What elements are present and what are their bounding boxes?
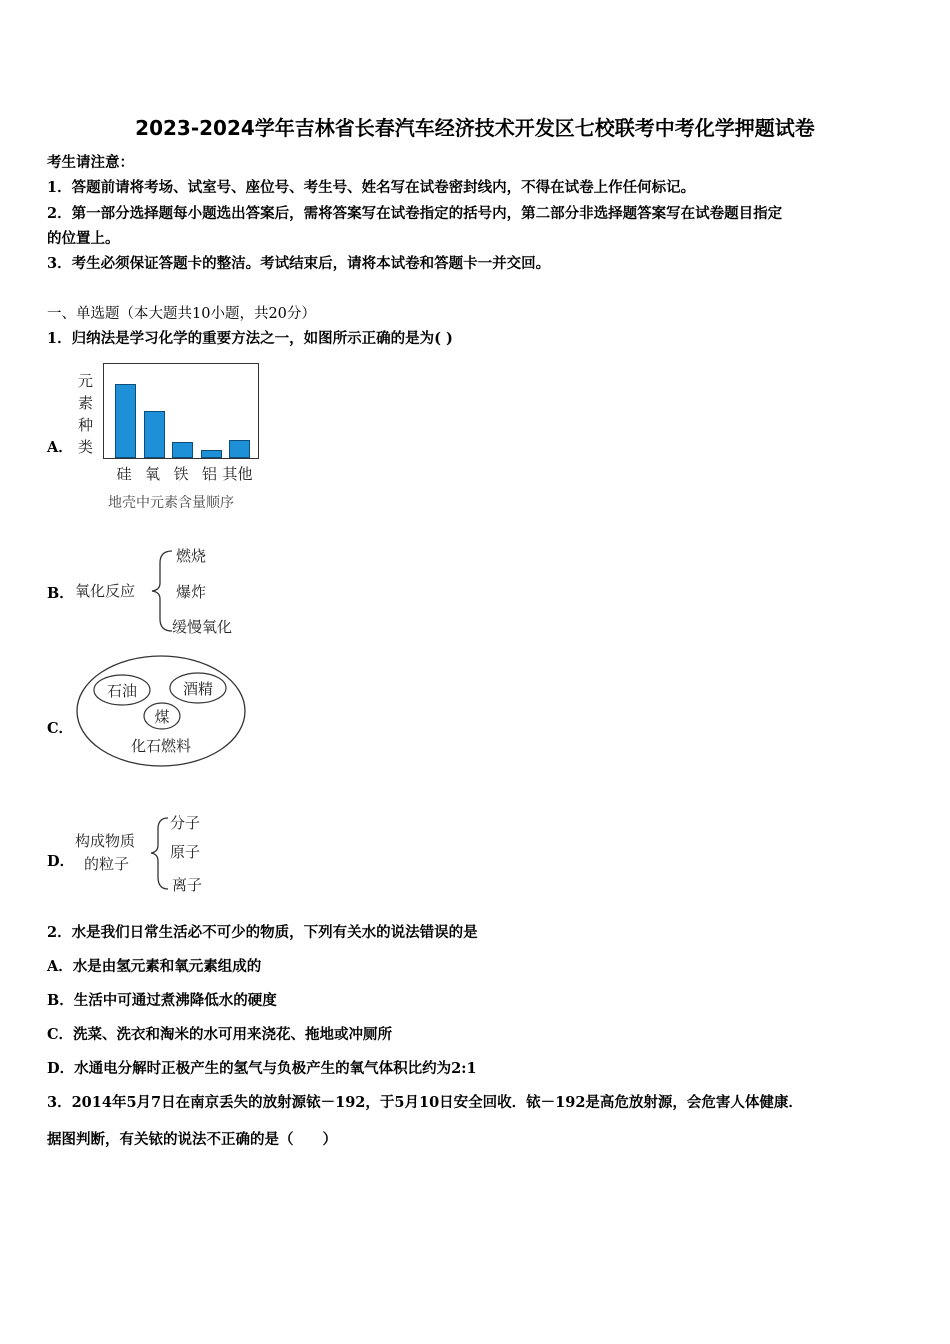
d-root-line-2: 的粒子 xyxy=(84,855,130,873)
ylabel-char: 类 xyxy=(78,438,94,456)
chart-bar-1 xyxy=(115,384,136,458)
b-root: 氧化反应 xyxy=(75,582,136,600)
c-diagram xyxy=(75,652,250,772)
b-branch-2: 爆炸 xyxy=(176,583,207,601)
notice-heading: 考生请注意： xyxy=(47,154,134,171)
c-outer-label: 化石燃料 xyxy=(130,737,192,755)
q1-option-b-label: B． xyxy=(47,585,74,602)
b-branch-3: 缓慢氧化 xyxy=(172,618,233,636)
chart-bar-5 xyxy=(229,440,250,458)
d-branch-3: 离子 xyxy=(172,876,203,894)
chart-bar-2 xyxy=(144,411,165,458)
chart-x-axis xyxy=(103,463,263,483)
b-branch-1: 燃烧 xyxy=(176,547,207,565)
notice-item-1: 1．答题前请将考场、试室号、座位号、考生号、姓名写在试卷密封线内，不得在试卷上作任何标记。 xyxy=(47,179,696,196)
q2-option-b: B．生活中可通过煮沸降低水的硬度 xyxy=(47,992,277,1009)
c-inner-2: 酒精 xyxy=(182,680,214,698)
d-root-line-1: 构成物质 xyxy=(75,832,136,850)
ylabel-char: 种 xyxy=(78,416,94,434)
d-branch-2: 原子 xyxy=(170,843,201,861)
chart-ylabel xyxy=(78,370,96,458)
q1-stem: 1．归纳法是学习化学的重要方法之一，如图所示正确的是为( ) xyxy=(47,330,453,347)
c-inner-3: 煤 xyxy=(154,708,170,726)
q3-line-1: 3．2014年5月7日在南京丢失的放射源铱－192，于5月10日安全回收．铱－192是高危放射源，会危害人体健康． xyxy=(47,1094,803,1111)
d-branch-1: 分子 xyxy=(170,814,201,832)
q1-option-c-label: C． xyxy=(47,720,74,737)
chart-tick-label: 氧 xyxy=(145,465,161,483)
c-inner-1: 石油 xyxy=(106,682,138,700)
q2-stem: 2．水是我们日常生活必不可少的物质，下列有关水的说法错误的是 xyxy=(47,924,478,941)
section-heading: 一、单选题（本大题共10小题，共20分） xyxy=(47,306,316,322)
notice-item-2-cont: 的位置上。 xyxy=(47,230,120,247)
chart-tick-label: 铁 xyxy=(173,465,189,483)
q1-option-d-label: D． xyxy=(47,853,75,870)
q2-option-c: C．洗菜、洗衣和淘米的水可用来浇花、拖地或冲厕所 xyxy=(47,1026,393,1043)
notice-item-3: 3．考生必须保证答题卡的整洁。考试结束后，请将本试卷和答题卡一并交回。 xyxy=(47,255,551,272)
ylabel-char: 元 xyxy=(78,372,94,390)
q2-option-a: A．水是由氢元素和氧元素组成的 xyxy=(47,958,262,975)
q2-option-d: D．水通电分解时正极产生的氢气与负极产生的氧气体积比约为2:1 xyxy=(47,1060,477,1077)
chart-title: 地壳中元素含量顺序 xyxy=(108,495,234,511)
chart-tick-label: 其他 xyxy=(222,465,253,483)
page-title: 2023-2024学年吉林省长春汽车经济技术开发区七校联考中考化学押题试卷 xyxy=(135,116,815,140)
chart-tick-label: 硅 xyxy=(116,465,132,483)
q3-line-2: 据图判断，有关铱的说法不正确的是（ ） xyxy=(47,1131,337,1148)
chart-plot-area xyxy=(103,363,259,459)
chart-bar-3 xyxy=(172,442,193,458)
chart-bar-4 xyxy=(201,450,222,458)
q1-option-a-chart xyxy=(70,360,280,515)
chart-tick-label: 铝 xyxy=(202,465,218,483)
notice-item-2: 2．第一部分选择题每小题选出答案后，需将答案写在试卷指定的括号内，第二部分非选择题答案写在试卷题目指定 xyxy=(47,205,783,222)
q1-option-a-label: A． xyxy=(47,439,73,456)
ylabel-char: 素 xyxy=(78,394,94,412)
